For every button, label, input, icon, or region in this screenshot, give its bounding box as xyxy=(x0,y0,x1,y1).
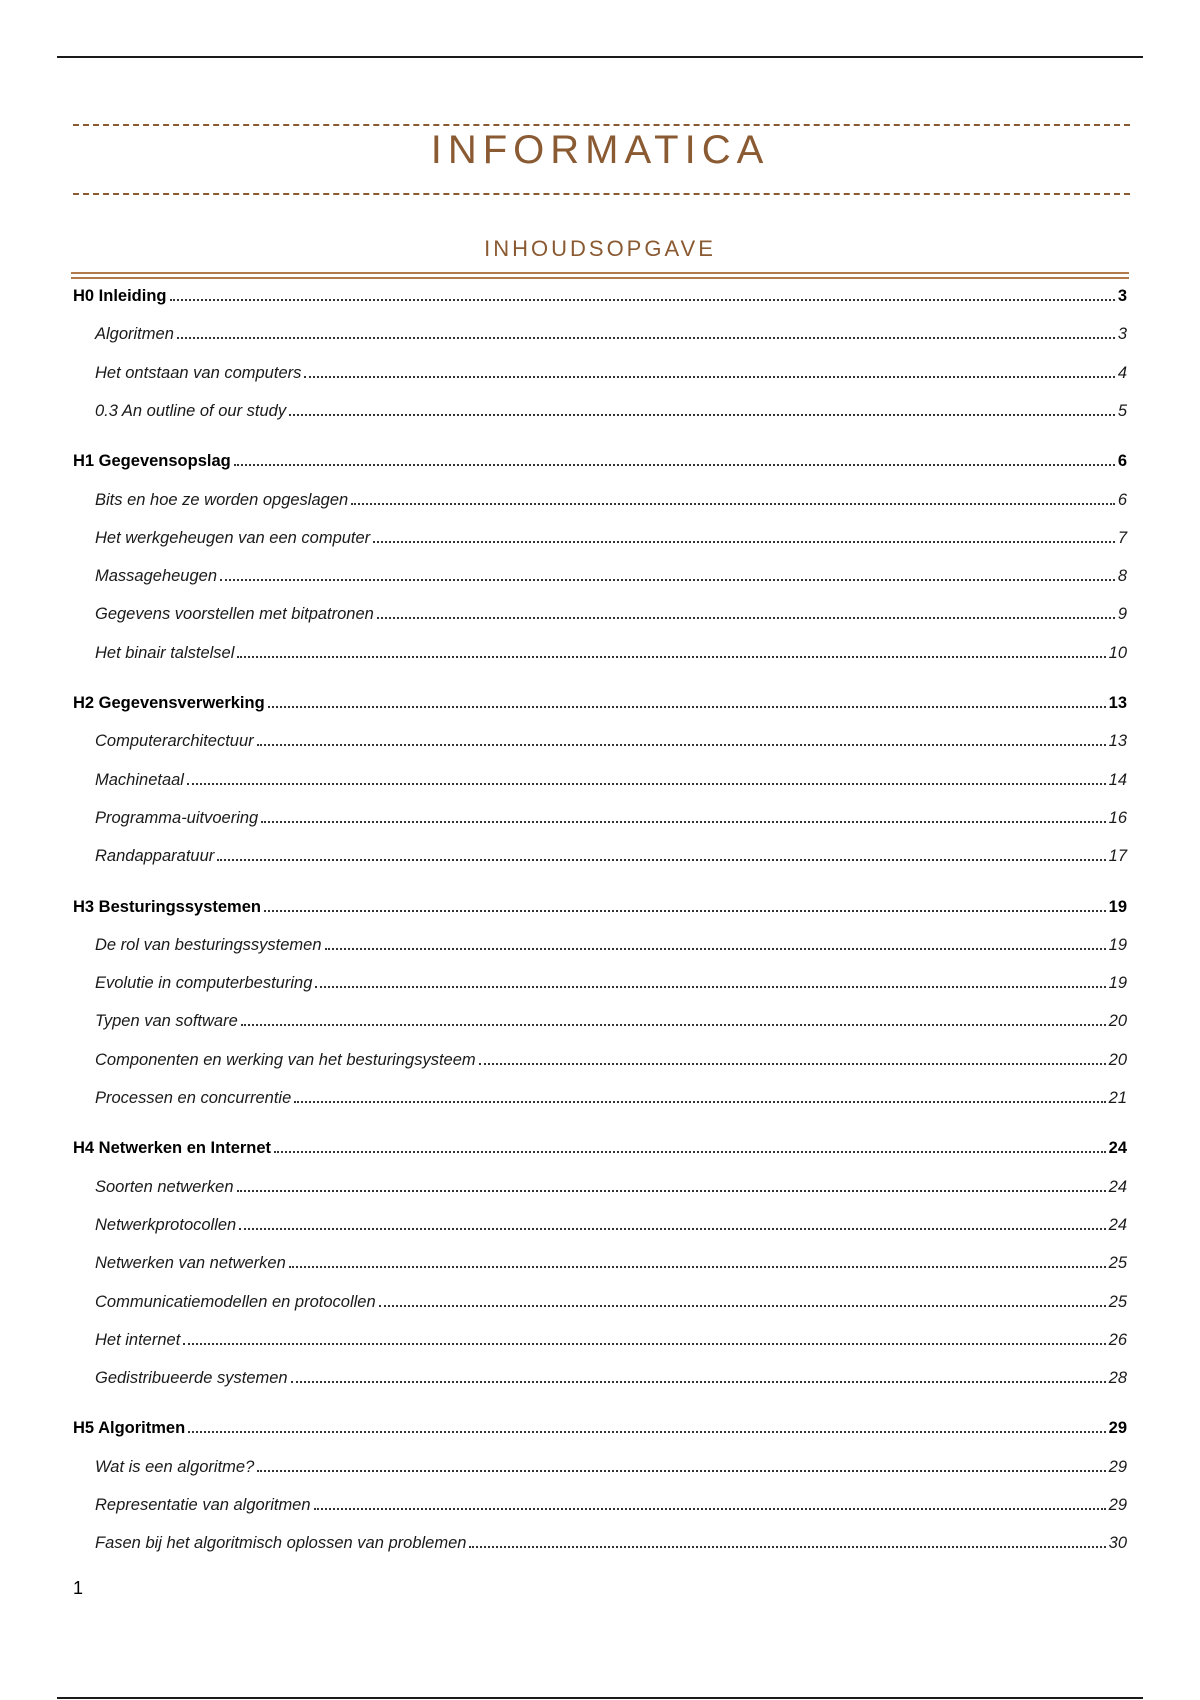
header-rule xyxy=(57,56,1143,58)
toc-section-entry[interactable] xyxy=(95,529,1127,548)
title-dashed-rule-bottom xyxy=(73,193,1130,195)
document-title: INFORMATICA xyxy=(430,128,770,172)
toc-entry-page: 19 xyxy=(1108,974,1127,993)
toc-section-entry[interactable] xyxy=(95,644,1127,663)
toc-entry-title: Typen van software xyxy=(95,1012,238,1031)
toc-section-entry[interactable] xyxy=(95,771,1127,790)
toc-entry-title: De rol van besturingssystemen xyxy=(95,935,322,954)
toc-section-entry[interactable] xyxy=(95,1369,1127,1388)
toc-dot-leader xyxy=(241,1024,1106,1026)
toc-dot-leader xyxy=(379,1305,1106,1307)
toc-entry-page: 8 xyxy=(1117,567,1127,586)
toc-chapter-entry[interactable] xyxy=(73,694,1127,713)
toc-entry-title: Soorten netwerken xyxy=(95,1177,234,1196)
toc-entry-page: 24 xyxy=(1108,1139,1127,1158)
toc-dot-leader xyxy=(373,541,1115,543)
toc-dot-leader xyxy=(217,859,1105,861)
toc-entry-page: 3 xyxy=(1117,287,1127,305)
toc-section-entry[interactable] xyxy=(95,1216,1127,1235)
toc-section-entry[interactable] xyxy=(95,1254,1127,1273)
toc-dot-leader xyxy=(237,1190,1106,1192)
toc-section-entry[interactable] xyxy=(95,325,1127,344)
toc-entry-title: Algoritmen xyxy=(95,325,174,344)
toc-section-entry[interactable] xyxy=(95,402,1127,421)
toc-entry-page: 10 xyxy=(1108,643,1127,662)
toc-entry-page: 7 xyxy=(1117,528,1127,547)
toc-entry-title: Massageheugen xyxy=(95,567,218,586)
toc-entry-title: H4 Netwerken en Internet xyxy=(73,1139,272,1158)
toc-entry-title: Machinetaal xyxy=(95,770,184,789)
toc-dot-leader xyxy=(170,299,1115,301)
toc-entry-title: Gegevens voorstellen met bitpatronen xyxy=(95,605,374,624)
toc-entry-page: 3 xyxy=(1117,325,1127,344)
toc-section-entry[interactable] xyxy=(95,1458,1127,1477)
toc-section-entry[interactable] xyxy=(95,1496,1127,1515)
toc-entry-page: 26 xyxy=(1108,1330,1127,1349)
toc-chapter-entry[interactable] xyxy=(73,287,1127,306)
toc-dot-leader xyxy=(289,414,1115,416)
toc-dot-leader xyxy=(304,376,1114,378)
toc-dot-leader xyxy=(220,579,1115,581)
toc-dot-leader xyxy=(257,1470,1105,1472)
toc-dot-leader xyxy=(325,948,1106,950)
toc-entry-title: Wat is een algoritme? xyxy=(95,1457,255,1476)
toc-entry-page: 9 xyxy=(1117,605,1127,624)
title-dashed-rule-top xyxy=(73,124,1130,126)
toc-entry-title: H1 Gegevensopslag xyxy=(73,452,231,471)
toc-dot-leader xyxy=(257,744,1106,746)
toc-entry-title: Programma-uitvoering xyxy=(95,808,259,827)
toc-entry-page: 20 xyxy=(1108,1050,1127,1069)
toc-dot-leader xyxy=(187,783,1106,785)
toc-entry-page: 6 xyxy=(1117,490,1127,509)
toc-entry-page: 29 xyxy=(1108,1496,1127,1514)
toc-entry-title: Het ontstaan van computers xyxy=(95,363,302,382)
toc-entry-page: 29 xyxy=(1108,1457,1127,1476)
toc-chapter-entry[interactable] xyxy=(73,1419,1127,1438)
toc-dot-leader xyxy=(479,1063,1106,1065)
toc-dot-leader xyxy=(289,1266,1106,1268)
toc-entry-title: Het werkgeheugen van een computer xyxy=(95,528,371,547)
toc-entry-title: Fasen bij het algoritmisch oplossen van problemen xyxy=(95,1534,467,1553)
toc-entry-title: H0 Inleiding xyxy=(73,287,167,305)
toc-entry-title: Communicatiemodellen en protocollen xyxy=(95,1292,376,1311)
toc-dot-leader xyxy=(183,1343,1105,1345)
toc-entry-title: H5 Algoritmen xyxy=(73,1419,186,1438)
toc-entry-title: 0.3 An outline of our study xyxy=(95,401,287,420)
toc-section-entry[interactable] xyxy=(95,567,1127,586)
toc-section-entry[interactable] xyxy=(95,1089,1127,1108)
toc-entry-page: 19 xyxy=(1108,935,1127,954)
toc-dot-leader xyxy=(188,1431,1105,1433)
toc-entry-title: Netwerkprotocollen xyxy=(95,1215,237,1234)
toc-section-entry[interactable] xyxy=(95,1534,1127,1553)
toc-dot-leader xyxy=(351,503,1115,505)
toc-section-entry[interactable] xyxy=(95,1178,1127,1197)
toc-entry-page: 6 xyxy=(1117,452,1127,471)
toc-entry-page: 25 xyxy=(1108,1292,1127,1311)
toc-dot-leader xyxy=(264,910,1106,912)
toc-dot-leader xyxy=(377,617,1115,619)
toc-section-entry[interactable] xyxy=(95,1293,1127,1312)
toc-entry-title: Componenten en werking van het besturingsysteem xyxy=(95,1050,476,1069)
toc-section-entry[interactable] xyxy=(95,974,1127,993)
toc-section-entry[interactable] xyxy=(95,847,1127,866)
toc-chapter-entry[interactable] xyxy=(73,1139,1127,1158)
toc-entry-title: Het internet xyxy=(95,1330,181,1349)
toc-section-entry[interactable] xyxy=(95,605,1127,624)
toc-dot-leader xyxy=(291,1381,1106,1383)
toc-entry-page: 25 xyxy=(1108,1254,1127,1273)
toc-dot-leader xyxy=(315,986,1105,988)
toc-entry-page: 4 xyxy=(1117,363,1127,382)
toc-entry-page: 21 xyxy=(1108,1089,1127,1107)
toc-entry-title: Netwerken van netwerken xyxy=(95,1254,286,1273)
toc-entry-title: H2 Gegevensverwerking xyxy=(73,694,265,712)
toc-entry-page: 5 xyxy=(1117,401,1127,420)
toc-chapter-entry[interactable] xyxy=(73,452,1127,471)
toc-entry-title: Randapparatuur xyxy=(95,847,215,866)
toc-entry-title: Evolutie in computerbesturing xyxy=(95,974,313,993)
toc-entry-title: H3 Besturingssystemen xyxy=(73,897,261,916)
toc-section-entry[interactable] xyxy=(95,364,1127,383)
toc-dot-leader xyxy=(294,1101,1105,1103)
toc-dot-leader xyxy=(237,656,1105,658)
toc-entry-page: 14 xyxy=(1108,770,1127,789)
toc-dot-leader xyxy=(261,821,1105,823)
toc-entry-page: 13 xyxy=(1108,694,1127,712)
toc-entry-page: 16 xyxy=(1108,808,1127,827)
toc-dot-leader xyxy=(314,1508,1106,1510)
toc-entry-title: Representatie van algoritmen xyxy=(95,1496,311,1514)
toc-entry-page: 19 xyxy=(1108,897,1127,916)
toc-dot-leader xyxy=(274,1151,1106,1153)
toc-section-entry[interactable] xyxy=(95,1331,1127,1350)
page-number: 1 xyxy=(73,1578,84,1598)
toc-entry-page: 30 xyxy=(1108,1534,1127,1553)
toc-entry-page: 29 xyxy=(1108,1419,1127,1438)
toc-dot-leader xyxy=(177,337,1115,339)
toc-chapter-entry[interactable] xyxy=(73,898,1127,917)
toc-entry-title: Het binair talstelsel xyxy=(95,643,235,662)
toc-section-entry[interactable] xyxy=(95,1051,1127,1070)
toc-section-entry[interactable] xyxy=(95,1012,1127,1031)
toc-entry-page: 13 xyxy=(1108,732,1127,751)
toc-entry-page: 24 xyxy=(1108,1215,1127,1234)
toc-entry-title: Computerarchitectuur xyxy=(95,732,254,751)
toc-section-entry[interactable] xyxy=(95,732,1127,751)
toc-entry-title: Processen en concurrentie xyxy=(95,1089,292,1107)
toc-dot-leader xyxy=(268,706,1106,708)
toc-entry-page: 24 xyxy=(1108,1177,1127,1196)
toc-section-entry[interactable] xyxy=(95,809,1127,828)
toc-entry-title: Gedistribueerde systemen xyxy=(95,1369,288,1388)
toc-section-entry[interactable] xyxy=(95,936,1127,955)
footer-rule xyxy=(57,1697,1143,1699)
toc-heading-double-rule xyxy=(71,272,1129,279)
toc-section-entry[interactable] xyxy=(95,491,1127,510)
toc-dot-leader xyxy=(239,1228,1105,1230)
toc-entry-page: 28 xyxy=(1108,1369,1127,1388)
toc-dot-leader xyxy=(469,1546,1105,1548)
toc-entry-title: Bits en hoe ze worden opgeslagen xyxy=(95,490,349,509)
toc-entry-page: 17 xyxy=(1108,847,1127,866)
toc-entry-page: 20 xyxy=(1108,1012,1127,1031)
toc-dot-leader xyxy=(234,464,1115,466)
toc-heading: INHOUDSOPGAVE xyxy=(484,236,716,261)
